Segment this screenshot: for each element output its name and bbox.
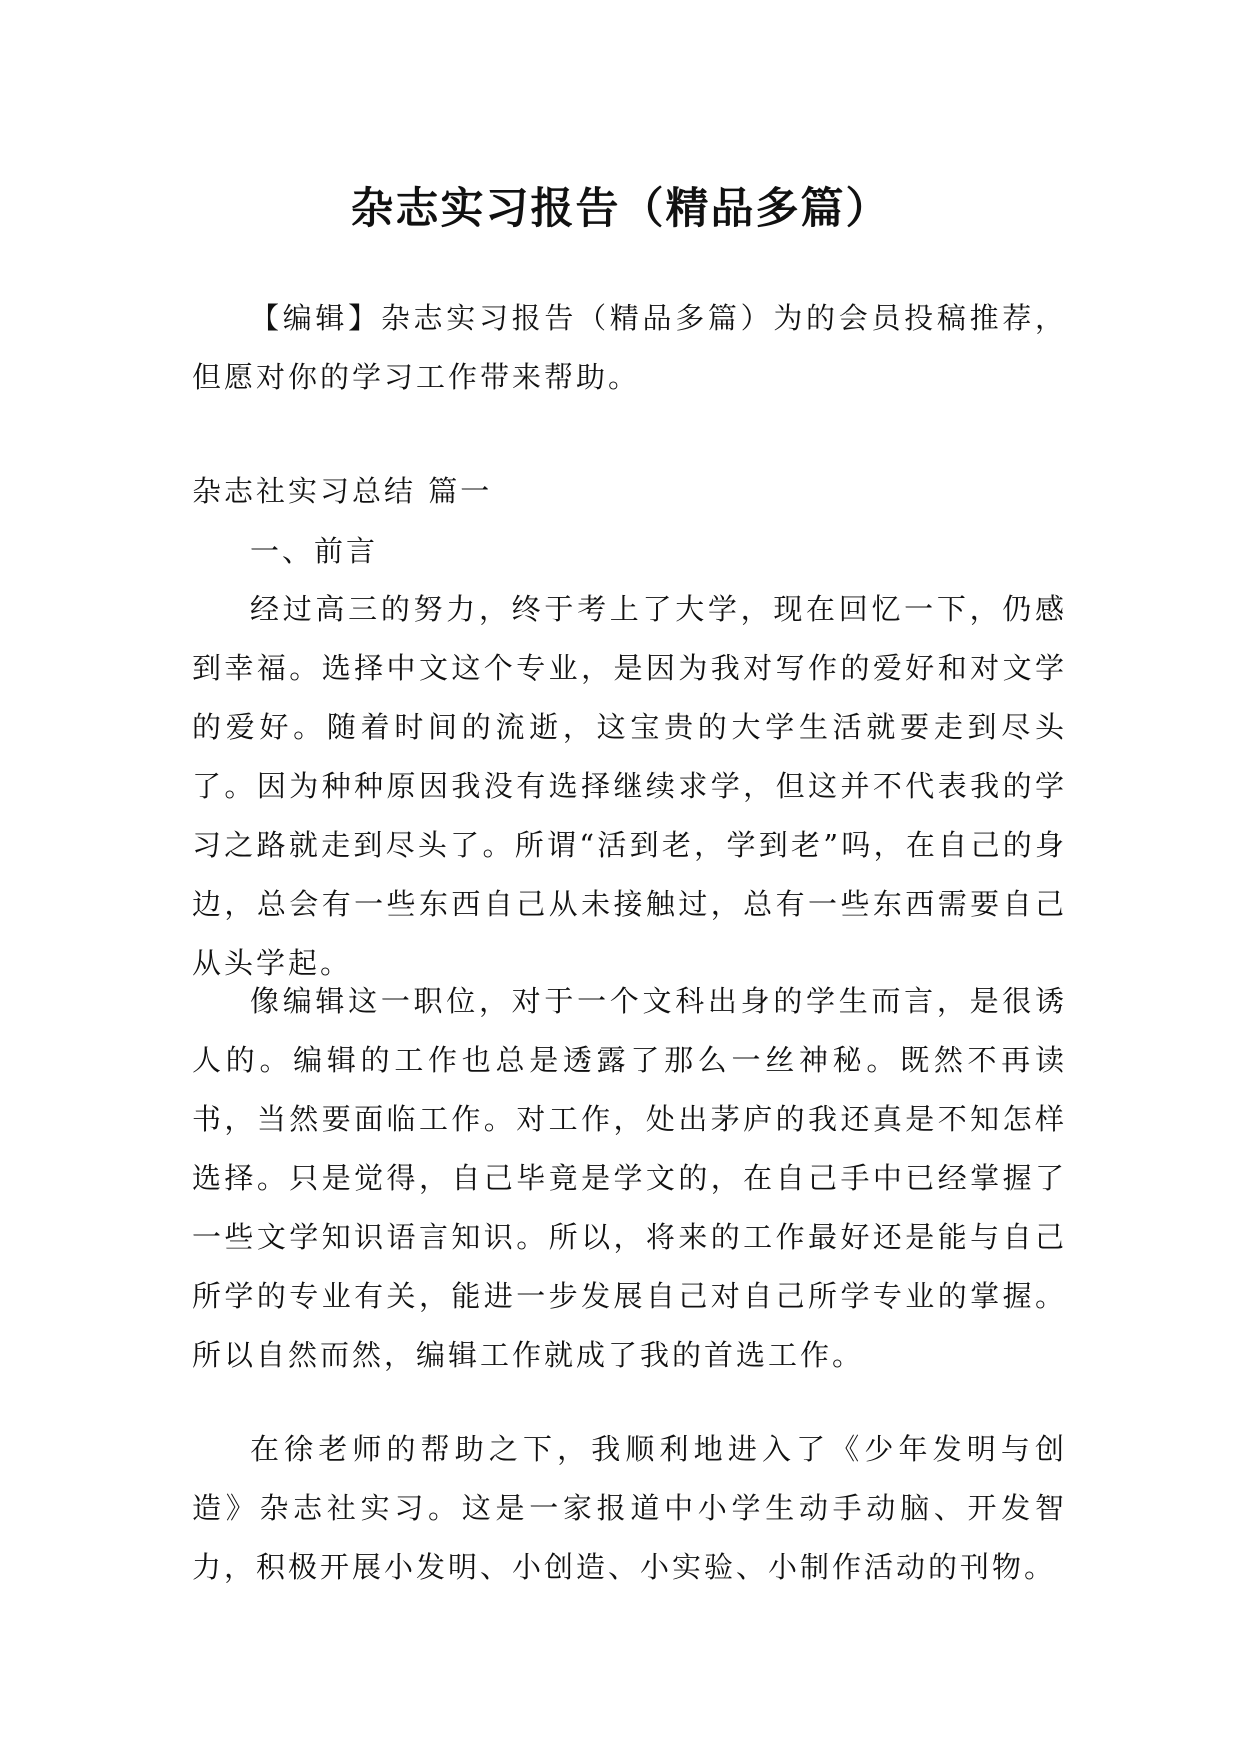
document-title: 杂志实习报告（精品多篇） bbox=[350, 183, 891, 234]
body-paragraph-2: 像编辑这一职位，对于一个文科出身的学生而言，是很诱人的。编辑的工作也总是透露了那么一丝神秘。既然不再读书，当然要面临工作。对工作，处出茅庐的我还真是不知怎样选择。只是觉得，自己毕竟是学文的，在自己手中已经掌握了一些文学知识语言知识。所以，将来的工作最好还是能与自己所学的专业有关，能进一步发展自己对自己所学专业的掌握。所以自然而然，编辑工作就成了我的首选工作。 bbox=[192, 984, 1067, 1372]
subheading: 一、前言 bbox=[250, 534, 379, 568]
intro-paragraph: 【编辑】杂志实习报告（精品多篇）为的会员投稿推荐，但愿对你的学习工作带来帮助。 bbox=[192, 301, 1067, 394]
body-paragraph-1: 经过高三的努力，终于考上了大学，现在回忆一下，仍感到幸福。选择中文这个专业，是因为我对写作的爱好和对文学的爱好。随着时间的流逝，这宝贵的大学生活就要走到尽头了。因为种种原因我没有选择继续求学，但这并不代表我的学习之路就走到尽头了。所谓“活到老，学到老”吗，在自己的身边，总会有一些东西自己从未接触过，总有一些东西需要自己从头学起。 bbox=[192, 592, 1067, 980]
body-paragraph-3: 在徐老师的帮助之下，我顺利地进入了《少年发明与创造》杂志社实习。这是一家报道中小学生动手动脑、开发智力，积极开展小发明、小创造、小实验、小制作活动的刊物。 bbox=[192, 1432, 1067, 1584]
section-heading: 杂志社实习总结 篇一 bbox=[192, 474, 493, 508]
